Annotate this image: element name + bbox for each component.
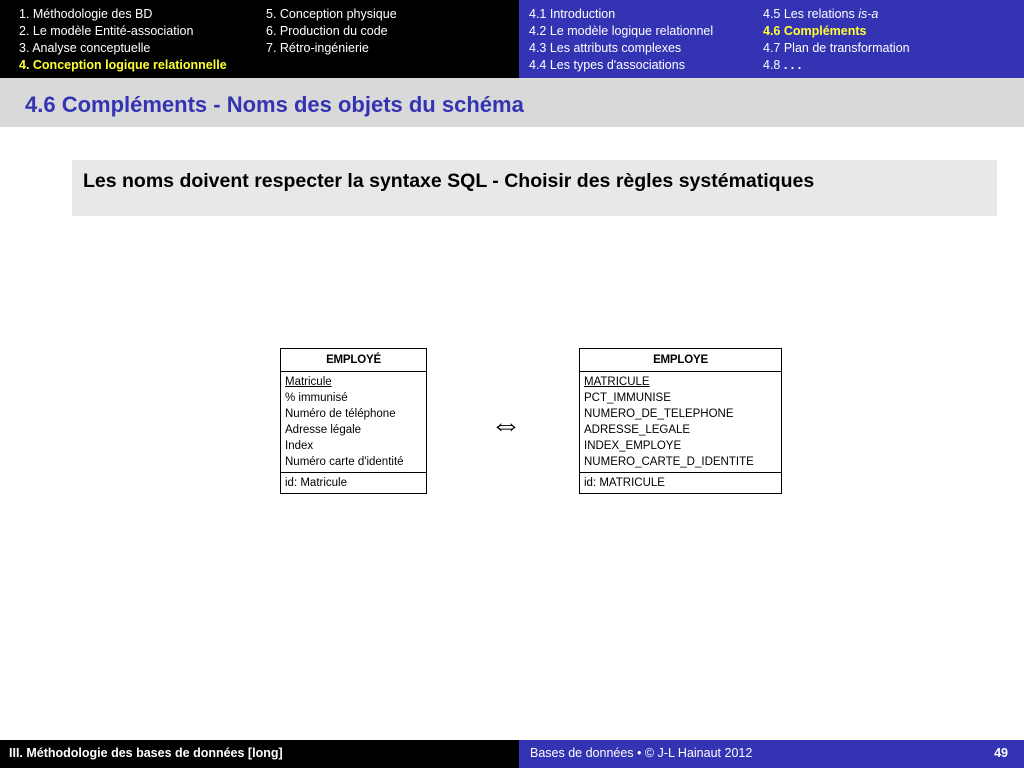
- entity-identifier: id: MATRICULE: [584, 477, 665, 489]
- footer-copyright: Bases de données • © J-L Hainaut 2012: [530, 746, 753, 760]
- section-list-1: [19, 6, 227, 74]
- nav-item-ellipsis: . . .: [783, 58, 802, 72]
- nav-item[interactable]: [19, 6, 227, 23]
- nav-item[interactable]: [763, 6, 910, 23]
- entity-box-logical: [579, 348, 782, 494]
- entity-identifier: id: Matricule: [285, 477, 347, 489]
- nav-item[interactable]: [763, 23, 910, 40]
- equivalence-arrow-icon: ⇔: [490, 406, 522, 442]
- entity-attribute: Adresse légale: [285, 424, 362, 436]
- nav-item-label: 5. Conception physique: [266, 7, 397, 21]
- nav-item-label: 4.6 Compléments: [763, 24, 867, 38]
- entity-attribute: Numéro de téléphone: [285, 408, 396, 420]
- nav-item[interactable]: [529, 57, 713, 74]
- nav-item-label: 2. Le modèle Entité-association: [19, 24, 194, 38]
- nav-item-label: 7. Rétro-ingénierie: [266, 41, 369, 55]
- nav-item[interactable]: [266, 23, 397, 40]
- nav-item-label: 3. Analyse conceptuelle: [19, 41, 151, 55]
- footer-course-title: III. Méthodologie des bases de données [long]: [9, 746, 283, 760]
- nav-item-label: 4.4 Les types d'associations: [529, 58, 685, 72]
- entity-attribute: PCT_IMMUNISE: [584, 392, 671, 404]
- nav-item-label: 6. Production du code: [266, 24, 388, 38]
- section-list-2: [266, 6, 397, 57]
- nav-item[interactable]: [19, 23, 227, 40]
- footer-left: [0, 740, 519, 768]
- nav-item[interactable]: [19, 57, 227, 74]
- nav-item[interactable]: [529, 23, 713, 40]
- nav-item-italic: is-a: [858, 7, 879, 21]
- entity-name: EMPLOYE: [580, 349, 781, 372]
- nav-item-label: 1. Méthodologie des BD: [19, 7, 153, 21]
- frame-title: 4.6 Compléments - Noms des objets du schéma: [25, 92, 524, 117]
- primary-key-attribute: Matricule: [285, 376, 332, 388]
- navigation-header: [0, 0, 1024, 78]
- subsection-list-1: [529, 6, 713, 74]
- nav-item[interactable]: [19, 40, 227, 57]
- entity-attribute: Numéro carte d'identité: [285, 456, 404, 468]
- entity-attributes: [580, 372, 781, 473]
- content-block: [72, 160, 997, 216]
- subsection-list-2: [763, 6, 910, 74]
- entity-box-conceptual: [280, 348, 427, 494]
- nav-item-label: 4.2 Le modèle logique relationnel: [529, 24, 714, 38]
- nav-item[interactable]: [529, 40, 713, 57]
- nav-item-label: 4.7 Plan de transformation: [763, 41, 910, 55]
- entity-attribute: % immunisé: [285, 392, 348, 404]
- frame-title-bar: [0, 78, 1024, 127]
- primary-key-attribute: MATRICULE: [584, 376, 650, 388]
- entity-attribute: ADRESSE_LEGALE: [584, 424, 691, 436]
- nav-item-label: 4.1 Introduction: [529, 7, 616, 21]
- entity-name: EMPLOYÉ: [281, 349, 426, 372]
- section-navigation: [0, 0, 519, 78]
- entity-attribute: INDEX_EMPLOYE: [584, 440, 682, 452]
- block-title: Les noms doivent respecter la syntaxe SQL - Choisir des règles systématiques: [83, 170, 815, 192]
- entity-attributes: [281, 372, 426, 473]
- subsection-navigation: [519, 0, 1024, 78]
- nav-item[interactable]: [763, 40, 910, 57]
- entity-attribute: Index: [285, 440, 314, 452]
- nav-item-label: 4. Conception logique relationnelle: [19, 58, 227, 72]
- nav-item[interactable]: [266, 40, 397, 57]
- nav-item-label: 4.5 Les relations: [763, 7, 859, 21]
- entity-attribute: NUMERO_DE_TELEPHONE: [584, 408, 734, 420]
- nav-item-label: 4.8: [763, 58, 784, 72]
- nav-item[interactable]: [266, 6, 397, 23]
- nav-item-label: 4.3 Les attributs complexes: [529, 41, 682, 55]
- footer-right: [519, 740, 1024, 768]
- entity-attribute: NUMERO_CARTE_D_IDENTITE: [584, 456, 754, 468]
- nav-item[interactable]: [763, 57, 910, 74]
- nav-item[interactable]: [529, 6, 713, 23]
- page-number: 49: [994, 746, 1008, 760]
